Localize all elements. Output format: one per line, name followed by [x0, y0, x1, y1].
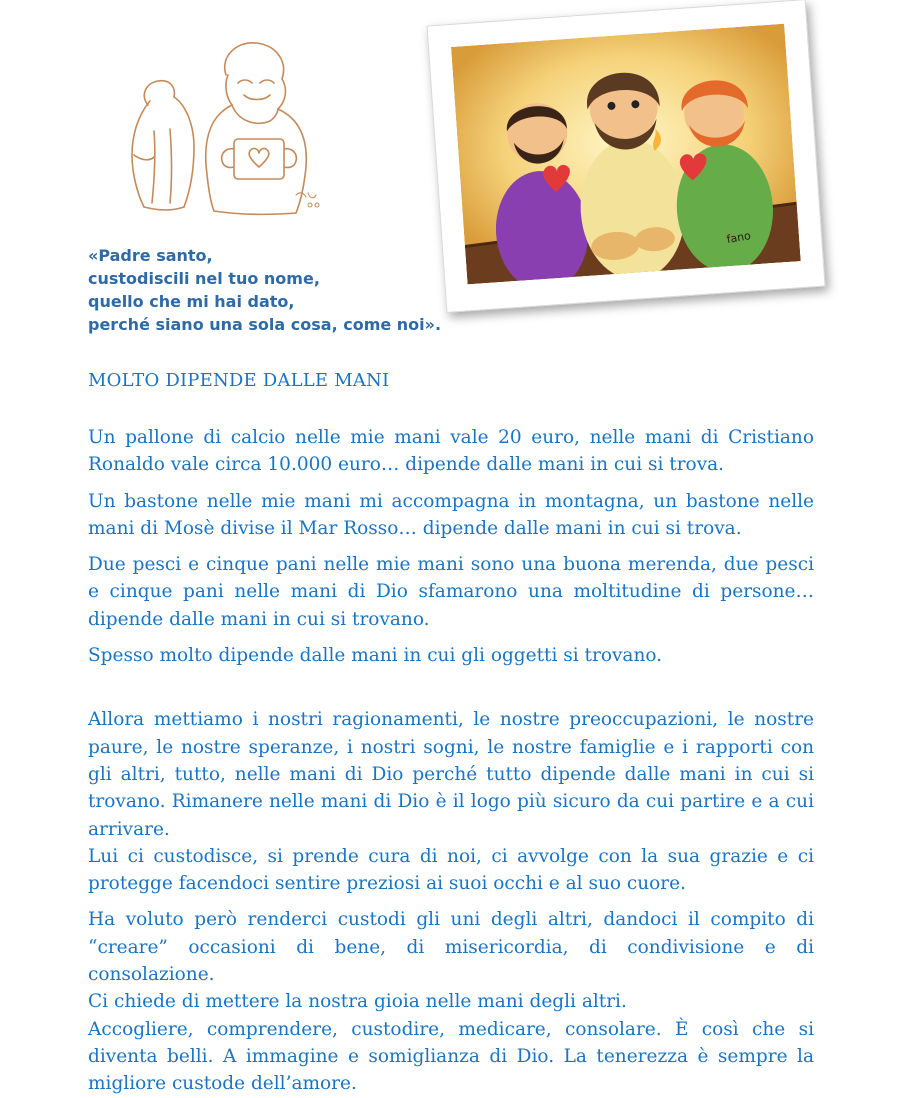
quote-line: custodiscili nel tuo nome,: [88, 269, 320, 288]
body-text: [88, 424, 814, 1098]
paragraph: Lui ci custodisce, si prende cura di noi, ci avvolge con la sua grazie e ci protegge facendoci sentire preziosi ai suoi occhi e al suo cuore.: [88, 845, 814, 895]
paragraph: Accogliere, comprendere, custodire, medicare, consolare. È così che si diventa belli. A immagine e somiglianza di Dio. La tenerezza è sempre la migliore custode dell’amore.: [88, 1018, 814, 1095]
quote-line: quello che mi hai dato,: [88, 292, 295, 311]
scripture-quote: [88, 244, 441, 336]
paragraph: Ha voluto però renderci custodi gli uni degli altri, dandoci il compito di “creare” occasioni di bene, di misericordia, di condivisione e di consolazione.: [88, 909, 814, 986]
paragraph: Un pallone di calcio nelle mie mani vale 20 euro, nelle mani di Cristiano Ronaldo vale circa 10.000 euro… dipende dalle mani in cui si trova.: [88, 427, 814, 476]
quote-line: perché siano una sola cosa, come noi».: [88, 315, 442, 334]
paragraph: Un bastone nelle mie mani mi accompagna in montagna, un bastone nelle mani di Mosè divise il Mar Rosso… dipende dalle mani in cui si trova.: [88, 490, 814, 539]
sketch-illustration: [110, 35, 345, 220]
paragraph: Spesso molto dipende dalle mani in cui gli oggetti si trovano.: [88, 645, 663, 667]
page-title: MOLTO DIPENDE DALLE MANI: [88, 370, 390, 391]
svg-text:fano: fano: [725, 229, 752, 247]
cartoon-photo: [451, 24, 801, 285]
photo-frame: [426, 0, 825, 313]
paragraph: Due pesci e cinque pani nelle mie mani sono una buona merenda, due pesci e cinque pani nelle mani di Dio sfamarono una moltitudine di persone… dipende dalle mani in cui si trovano.: [88, 554, 814, 630]
paragraph: Ci chiede di mettere la nostra gioia nelle mani degli altri.: [88, 991, 627, 1013]
quote-line: «Padre santo,: [88, 246, 213, 265]
paragraph: Allora mettiamo i nostri ragionamenti, le nostre preoccupazioni, le nostre paure, le nostre speranze, i nostri sogni, le nostre famiglie e i rapporti con gli altri, tutto, nelle mani di Dio perché tutto dipende dalle mani in cui si trovano. Rimanere nelle mani di Dio è il logo più sicuro da cui partire e a cui arrivare.: [88, 709, 814, 840]
